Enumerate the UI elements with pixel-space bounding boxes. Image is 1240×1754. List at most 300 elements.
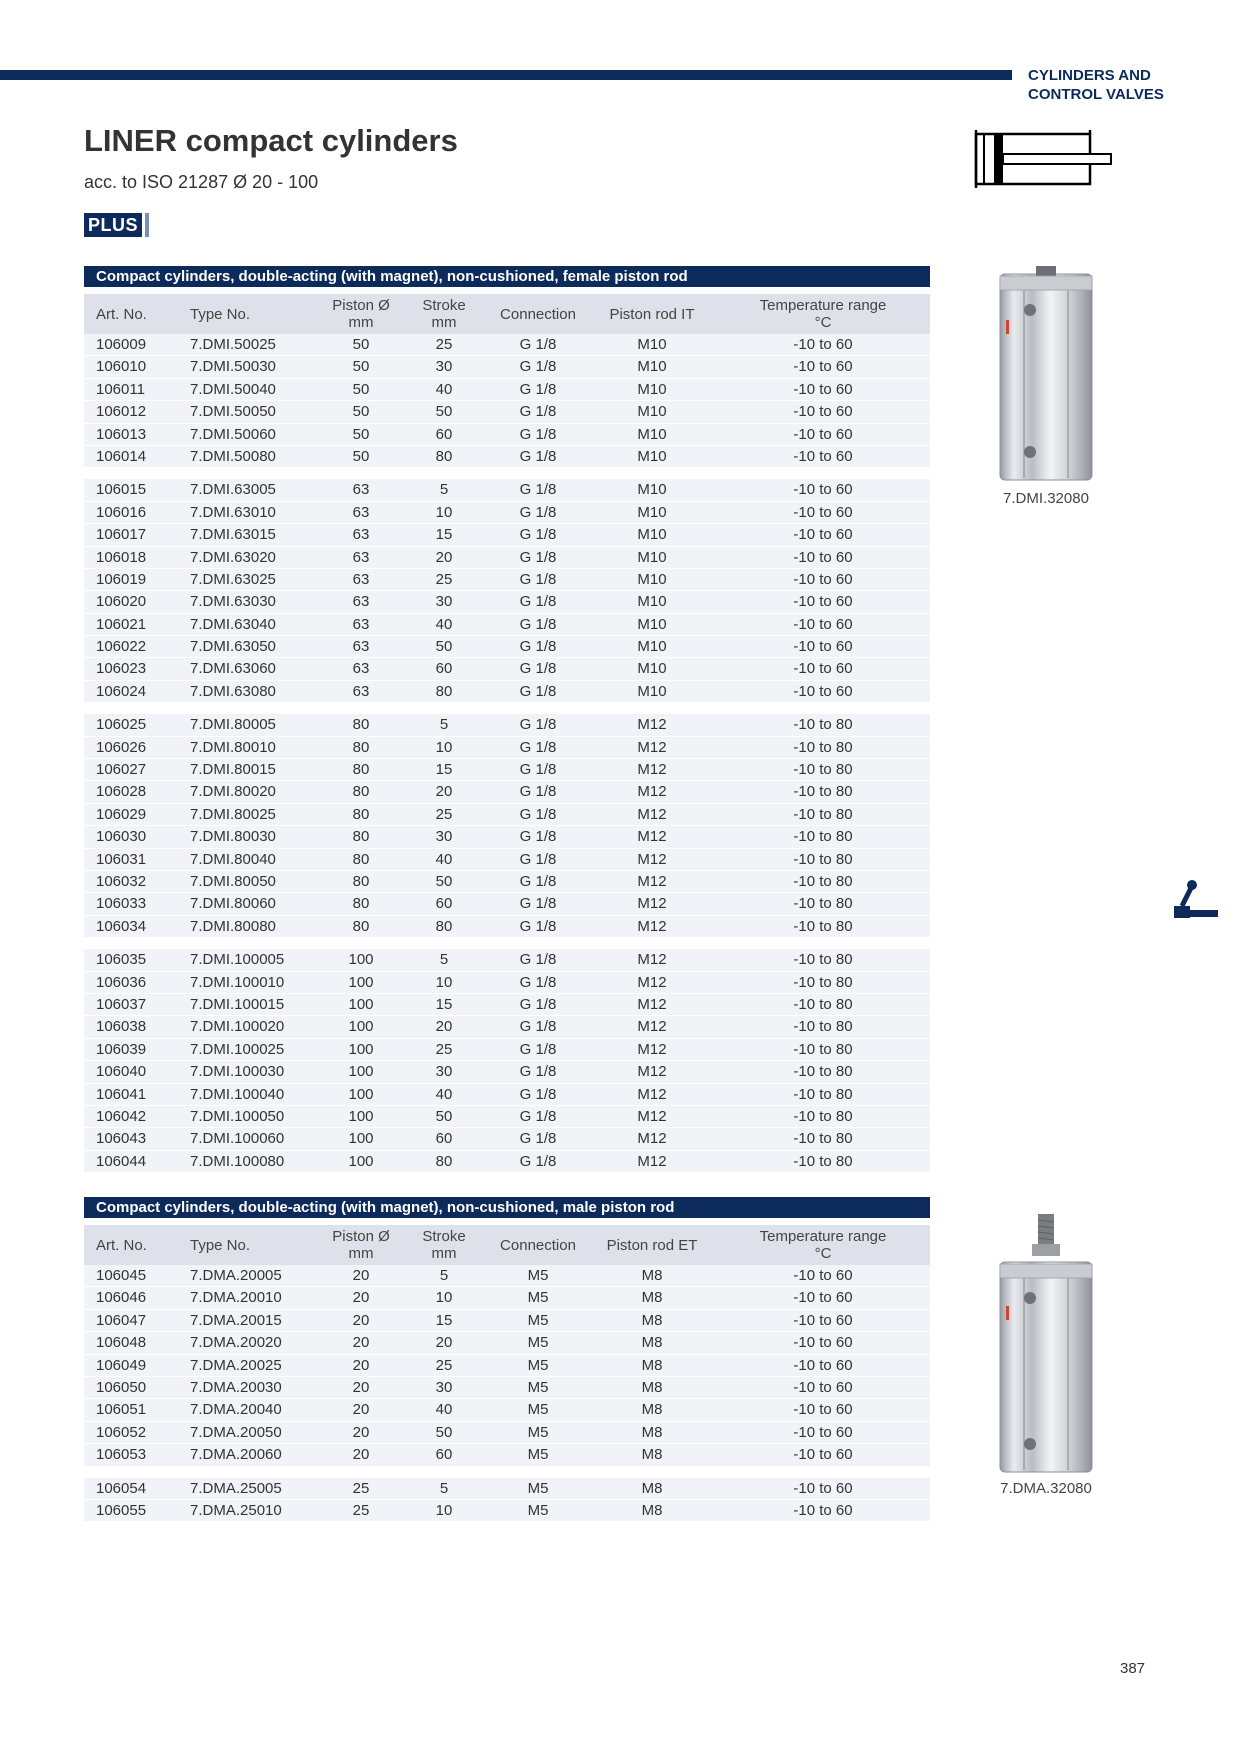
cell-stroke: 50 [435, 1423, 453, 1441]
cell-temperature: -10 to 60 [793, 358, 853, 376]
cell-temperature: -10 to 80 [793, 783, 853, 801]
cell-temperature: -10 to 60 [793, 638, 853, 656]
cell-piston: 25 [352, 1501, 370, 1519]
table-row [84, 1310, 930, 1332]
cell-piston-rod: M10 [637, 615, 667, 633]
table-row [84, 524, 930, 546]
cell-temperature: -10 to 60 [793, 1423, 853, 1441]
cell-piston: 20 [352, 1423, 370, 1441]
table-row [84, 1151, 930, 1173]
cell-temperature: -10 to 60 [793, 1334, 853, 1352]
cell-connection: M5 [527, 1356, 549, 1374]
cell-connection: G 1/8 [519, 917, 557, 935]
cell-piston: 63 [352, 526, 370, 544]
table-row [84, 1061, 930, 1083]
cell-connection: G 1/8 [519, 403, 557, 421]
col-temperature [716, 1225, 930, 1265]
cell-piston-rod: M12 [637, 828, 667, 846]
table-row [84, 714, 930, 736]
cell-stroke: 60 [435, 660, 453, 678]
cell-stroke: 80 [435, 682, 453, 700]
cell-type-no: 7.DMI.100080 [190, 1152, 285, 1170]
cylinder-symbol-icon [974, 130, 1114, 188]
cell-piston-rod: M8 [641, 1267, 663, 1284]
table-row [84, 547, 930, 569]
cell-stroke: 5 [439, 481, 449, 499]
cell-art-no: 106024 [96, 682, 147, 700]
cell-piston: 80 [352, 783, 370, 801]
cell-connection: G 1/8 [519, 951, 557, 969]
cell-type-no: 7.DMI.80020 [190, 783, 276, 801]
cell-stroke: 10 [435, 973, 453, 991]
cell-piston: 63 [352, 570, 370, 588]
table-row [84, 502, 930, 524]
table-male-piston-rod [84, 1197, 930, 1522]
cell-stroke: 5 [439, 1479, 449, 1497]
cell-stroke: 25 [435, 336, 453, 353]
cell-piston-rod: M12 [637, 1018, 667, 1036]
cell-piston: 80 [352, 716, 370, 734]
cell-piston: 20 [352, 1356, 370, 1374]
cell-art-no: 106034 [96, 917, 147, 935]
cell-temperature: -10 to 80 [793, 1085, 853, 1103]
cell-piston: 63 [352, 593, 370, 611]
cell-stroke: 50 [435, 403, 453, 421]
cell-connection: M5 [527, 1378, 549, 1396]
cell-piston: 100 [348, 995, 374, 1013]
cell-piston: 100 [348, 951, 374, 969]
table-row [84, 1128, 930, 1150]
cell-piston-rod: M10 [637, 593, 667, 611]
cell-temperature: -10 to 80 [793, 805, 853, 823]
cell-piston: 20 [352, 1401, 370, 1419]
cell-art-no: 106009 [96, 336, 147, 353]
table-row [84, 479, 930, 501]
cell-piston-rod: M10 [637, 403, 667, 421]
cell-temperature: -10 to 60 [793, 1446, 853, 1464]
section-label-line1: CYLINDERS AND [1028, 67, 1151, 84]
cell-piston: 100 [348, 1085, 374, 1103]
cell-piston-rod: M10 [637, 380, 667, 398]
cell-temperature: -10 to 60 [793, 403, 853, 421]
cell-connection: G 1/8 [519, 481, 557, 499]
section-label-line2: CONTROL VALVES [1028, 86, 1164, 103]
table-row [84, 804, 930, 826]
cell-art-no: 106041 [96, 1085, 147, 1103]
cell-temperature: -10 to 60 [793, 1401, 853, 1419]
product-caption-female-rod: 7.DMI.32080 [1003, 490, 1089, 507]
cell-piston-rod: M12 [637, 895, 667, 913]
cell-stroke: 80 [435, 1152, 453, 1170]
cell-type-no: 7.DMA.20020 [190, 1334, 282, 1352]
cell-piston: 80 [352, 761, 370, 779]
col-temp-l2: °C [814, 1245, 832, 1262]
cell-stroke: 20 [435, 1018, 453, 1036]
cell-piston-rod: M8 [641, 1378, 663, 1396]
cell-type-no: 7.DMI.100050 [190, 1107, 285, 1125]
cell-temperature: -10 to 60 [793, 336, 853, 353]
cell-temperature: -10 to 80 [793, 872, 853, 890]
cell-piston-rod: M12 [637, 738, 667, 756]
table-row [84, 401, 930, 423]
cell-piston-rod: M8 [641, 1479, 663, 1497]
col-piston-l2: mm [348, 314, 374, 331]
cell-connection: M5 [527, 1311, 549, 1329]
table-row [84, 614, 930, 636]
cell-piston-rod: M12 [637, 1130, 667, 1148]
cell-connection: G 1/8 [519, 447, 557, 465]
page-subtitle: acc. to ISO 21287 Ø 20 - 100 [84, 172, 319, 192]
group-spacer [84, 938, 930, 949]
cell-piston-rod: M8 [641, 1446, 663, 1464]
cell-art-no: 106046 [96, 1289, 147, 1307]
cell-type-no: 7.DMA.25010 [190, 1501, 282, 1519]
cell-art-no: 106016 [96, 503, 147, 521]
cell-art-no: 106048 [96, 1334, 147, 1352]
cell-type-no: 7.DMI.100015 [190, 995, 285, 1013]
cell-piston-rod: M12 [637, 1107, 667, 1125]
cell-piston: 80 [352, 738, 370, 756]
cell-type-no: 7.DMI.80015 [190, 761, 276, 779]
cell-piston: 100 [348, 1130, 374, 1148]
cell-connection: G 1/8 [519, 1130, 557, 1148]
cell-connection: G 1/8 [519, 503, 557, 521]
table-row [84, 1355, 930, 1377]
cell-connection: G 1/8 [519, 660, 557, 678]
cell-art-no: 106018 [96, 548, 147, 566]
cell-type-no: 7.DMI.100030 [190, 1063, 285, 1081]
col-art-no: Art. No. [96, 305, 147, 323]
group-spacer [84, 1467, 930, 1478]
cell-type-no: 7.DMI.100005 [190, 951, 285, 969]
table-row [84, 972, 930, 994]
cell-type-no: 7.DMI.63015 [190, 526, 276, 544]
cell-temperature: -10 to 80 [793, 1040, 853, 1058]
cell-piston-rod: M12 [637, 783, 667, 801]
cell-connection: G 1/8 [519, 1152, 557, 1170]
cell-type-no: 7.DMI.63050 [190, 638, 276, 656]
cell-type-no: 7.DMI.100040 [190, 1085, 285, 1103]
cell-connection: M5 [527, 1446, 549, 1464]
cell-stroke: 40 [435, 1085, 453, 1103]
cell-piston: 100 [348, 1018, 374, 1036]
product-caption-male-rod: 7.DMA.32080 [1000, 1480, 1092, 1497]
cell-art-no: 106047 [96, 1311, 147, 1329]
cell-connection: M5 [527, 1267, 549, 1284]
cell-art-no: 106026 [96, 738, 147, 756]
col-piston-l1: Piston Ø [332, 1228, 390, 1245]
cell-stroke: 20 [435, 548, 453, 566]
cell-piston: 20 [352, 1378, 370, 1396]
cell-temperature: -10 to 60 [793, 425, 853, 443]
cell-type-no: 7.DMA.20060 [190, 1446, 282, 1464]
table-row [84, 1422, 930, 1444]
cell-type-no: 7.DMI.63060 [190, 660, 276, 678]
cell-piston: 25 [352, 1479, 370, 1497]
cell-type-no: 7.DMI.100020 [190, 1018, 285, 1036]
col-temperature [716, 294, 930, 334]
table-row [84, 1377, 930, 1399]
cell-temperature: -10 to 60 [793, 526, 853, 544]
cell-piston-rod: M10 [637, 682, 667, 700]
cell-temperature: -10 to 60 [793, 548, 853, 566]
cell-stroke: 5 [439, 716, 449, 734]
cell-temperature: -10 to 60 [793, 1378, 853, 1396]
table-row [84, 1039, 930, 1061]
table-row [84, 681, 930, 703]
cell-art-no: 106029 [96, 805, 147, 823]
cell-piston: 63 [352, 660, 370, 678]
cell-piston: 100 [348, 1063, 374, 1081]
cell-temperature: -10 to 60 [793, 615, 853, 633]
cell-piston-rod: M8 [641, 1423, 663, 1441]
cell-type-no: 7.DMA.20040 [190, 1401, 282, 1419]
table-row [84, 1444, 930, 1466]
cell-art-no: 106013 [96, 425, 147, 443]
table-row [84, 1016, 930, 1038]
cell-connection: G 1/8 [519, 358, 557, 376]
cell-connection: M5 [527, 1479, 549, 1497]
cell-temperature: -10 to 80 [793, 951, 853, 969]
col-art-no: Art. No. [96, 1236, 147, 1254]
cell-type-no: 7.DMI.100010 [190, 973, 285, 991]
cell-stroke: 40 [435, 380, 453, 398]
cell-connection: G 1/8 [519, 526, 557, 544]
table-row [84, 781, 930, 803]
cell-stroke: 50 [435, 1107, 453, 1125]
cell-piston-rod: M8 [641, 1356, 663, 1374]
cell-temperature: -10 to 80 [793, 973, 853, 991]
cell-connection: M5 [527, 1334, 549, 1352]
cell-temperature: -10 to 80 [793, 1107, 853, 1125]
col-type-no: Type No. [190, 1236, 251, 1254]
cell-stroke: 30 [435, 828, 453, 846]
cell-stroke: 60 [435, 1130, 453, 1148]
plus-badge-group [84, 213, 149, 237]
cell-type-no: 7.DMI.63025 [190, 570, 276, 588]
cell-connection: M5 [527, 1401, 549, 1419]
header-rule [0, 70, 1012, 80]
cell-art-no: 106028 [96, 783, 147, 801]
cell-art-no: 106036 [96, 973, 147, 991]
cell-type-no: 7.DMI.50060 [190, 425, 276, 443]
cell-piston-rod: M8 [641, 1401, 663, 1419]
cell-art-no: 106053 [96, 1446, 147, 1464]
cell-type-no: 7.DMA.20030 [190, 1378, 282, 1396]
table-row [84, 334, 930, 356]
cell-type-no: 7.DMI.100060 [190, 1130, 285, 1148]
cell-art-no: 106023 [96, 660, 147, 678]
cell-stroke: 40 [435, 850, 453, 868]
cell-connection: M5 [527, 1423, 549, 1441]
cell-stroke: 10 [435, 738, 453, 756]
table-row [84, 658, 930, 680]
cell-temperature: -10 to 60 [793, 682, 853, 700]
cell-connection: G 1/8 [519, 828, 557, 846]
cell-piston: 50 [352, 403, 370, 421]
cell-piston: 80 [352, 872, 370, 890]
cell-connection: G 1/8 [519, 1107, 557, 1125]
table-body [84, 1265, 930, 1522]
cell-piston-rod: M10 [637, 481, 667, 499]
table-heading: Compact cylinders, double-acting (with magnet), non-cushioned, male piston rod [84, 1197, 930, 1218]
cell-piston: 100 [348, 1152, 374, 1170]
table-row [84, 1332, 930, 1354]
cell-art-no: 106040 [96, 1063, 147, 1081]
cell-type-no: 7.DMI.80060 [190, 895, 276, 913]
cell-piston: 50 [352, 358, 370, 376]
col-stroke-l2: mm [431, 1245, 457, 1262]
table-row [84, 424, 930, 446]
cell-stroke: 50 [435, 638, 453, 656]
cell-stroke: 20 [435, 1334, 453, 1352]
cell-stroke: 30 [435, 358, 453, 376]
table-row [84, 379, 930, 401]
cell-piston: 50 [352, 336, 370, 353]
cell-temperature: -10 to 60 [793, 1311, 853, 1329]
cell-temperature: -10 to 80 [793, 895, 853, 913]
cell-piston: 63 [352, 503, 370, 521]
cell-piston-rod: M10 [637, 638, 667, 656]
cell-type-no: 7.DMA.20015 [190, 1311, 282, 1329]
table-row [84, 994, 930, 1016]
cell-type-no: 7.DMA.20005 [190, 1267, 282, 1284]
cell-stroke: 80 [435, 917, 453, 935]
cell-art-no: 106050 [96, 1378, 147, 1396]
cell-piston-rod: M12 [637, 1085, 667, 1103]
cell-connection: G 1/8 [519, 1085, 557, 1103]
table-row [84, 826, 930, 848]
cell-temperature: -10 to 80 [793, 1063, 853, 1081]
cell-piston: 63 [352, 638, 370, 656]
col-temp-l1: Temperature range [759, 297, 887, 314]
cell-piston: 100 [348, 1040, 374, 1058]
cell-connection: G 1/8 [519, 638, 557, 656]
table-row [84, 636, 930, 658]
cell-piston: 20 [352, 1334, 370, 1352]
cell-piston-rod: M10 [637, 526, 667, 544]
cell-piston: 20 [352, 1289, 370, 1307]
cell-art-no: 106014 [96, 447, 147, 465]
cell-connection: G 1/8 [519, 682, 557, 700]
cell-connection: G 1/8 [519, 336, 557, 353]
cell-piston: 63 [352, 548, 370, 566]
table-body [84, 334, 930, 1173]
cell-stroke: 25 [435, 1356, 453, 1374]
product-image-male-rod [994, 1212, 1098, 1478]
cell-art-no: 106025 [96, 716, 147, 734]
cell-connection: G 1/8 [519, 995, 557, 1013]
cell-type-no: 7.DMI.80040 [190, 850, 276, 868]
table-row [84, 916, 930, 938]
cell-type-no: 7.DMI.63030 [190, 593, 276, 611]
page-title: LINER compact cylinders [84, 123, 458, 158]
col-stroke-l2: mm [431, 314, 457, 331]
cell-type-no: 7.DMI.80025 [190, 805, 276, 823]
col-connection: Connection [500, 1236, 576, 1254]
cell-type-no: 7.DMI.80005 [190, 716, 276, 734]
cell-temperature: -10 to 80 [793, 1152, 853, 1170]
cell-type-no: 7.DMI.80080 [190, 917, 276, 935]
cell-art-no: 106045 [96, 1267, 147, 1284]
cell-temperature: -10 to 80 [793, 1018, 853, 1036]
cell-type-no: 7.DMI.100025 [190, 1040, 285, 1058]
cell-temperature: -10 to 60 [793, 503, 853, 521]
cell-piston-rod: M12 [637, 761, 667, 779]
cell-stroke: 5 [439, 951, 449, 969]
cell-piston-rod: M10 [637, 447, 667, 465]
cell-stroke: 5 [439, 1267, 449, 1284]
cell-piston: 100 [348, 973, 374, 991]
group-spacer [84, 703, 930, 714]
cell-piston: 50 [352, 380, 370, 398]
cell-connection: G 1/8 [519, 973, 557, 991]
cell-piston-rod: M12 [637, 1040, 667, 1058]
cell-temperature: -10 to 60 [793, 1501, 853, 1519]
cell-type-no: 7.DMI.50030 [190, 358, 276, 376]
cell-connection: G 1/8 [519, 738, 557, 756]
cell-piston: 63 [352, 615, 370, 633]
cell-stroke: 15 [435, 761, 453, 779]
table-row [84, 446, 930, 468]
cell-type-no: 7.DMI.80030 [190, 828, 276, 846]
cell-art-no: 106019 [96, 570, 147, 588]
table-row [84, 569, 930, 591]
col-connection: Connection [500, 305, 576, 323]
plus-badge-bar [145, 213, 149, 237]
cell-stroke: 30 [435, 593, 453, 611]
col-piston-rod: Piston rod IT [609, 305, 695, 323]
plus-badge: PLUS [84, 213, 142, 237]
cell-connection: G 1/8 [519, 570, 557, 588]
cell-connection: G 1/8 [519, 895, 557, 913]
table-heading: Compact cylinders, double-acting (with magnet), non-cushioned, female piston rod [84, 266, 930, 287]
cell-type-no: 7.DMI.63005 [190, 481, 276, 499]
cell-stroke: 60 [435, 895, 453, 913]
table-row [84, 871, 930, 893]
col-piston-rod: Piston rod ET [606, 1236, 698, 1254]
cell-art-no: 106032 [96, 872, 147, 890]
cell-stroke: 40 [435, 615, 453, 633]
cell-type-no: 7.DMI.50040 [190, 380, 276, 398]
page-number: 387 [1120, 1660, 1146, 1677]
table-row [84, 1500, 930, 1522]
cell-temperature: -10 to 60 [793, 1356, 853, 1374]
cell-piston: 50 [352, 447, 370, 465]
cell-art-no: 106027 [96, 761, 147, 779]
cell-temperature: -10 to 60 [793, 481, 853, 499]
table-row [84, 356, 930, 378]
cell-stroke: 30 [435, 1378, 453, 1396]
cell-temperature: -10 to 80 [793, 1130, 853, 1148]
cell-stroke: 25 [435, 570, 453, 588]
cell-art-no: 106020 [96, 593, 147, 611]
cell-connection: G 1/8 [519, 716, 557, 734]
cell-art-no: 106039 [96, 1040, 147, 1058]
cell-piston: 20 [352, 1311, 370, 1329]
cell-art-no: 106054 [96, 1479, 147, 1497]
col-piston-l2: mm [348, 1245, 374, 1262]
lever-valve-icon [1174, 880, 1218, 918]
cell-temperature: -10 to 80 [793, 995, 853, 1013]
cell-connection: G 1/8 [519, 593, 557, 611]
cell-connection: G 1/8 [519, 761, 557, 779]
cell-connection: G 1/8 [519, 805, 557, 823]
cell-piston-rod: M10 [637, 570, 667, 588]
cell-type-no: 7.DMI.63010 [190, 503, 276, 521]
table-row [84, 849, 930, 871]
cell-type-no: 7.DMA.20050 [190, 1423, 282, 1441]
